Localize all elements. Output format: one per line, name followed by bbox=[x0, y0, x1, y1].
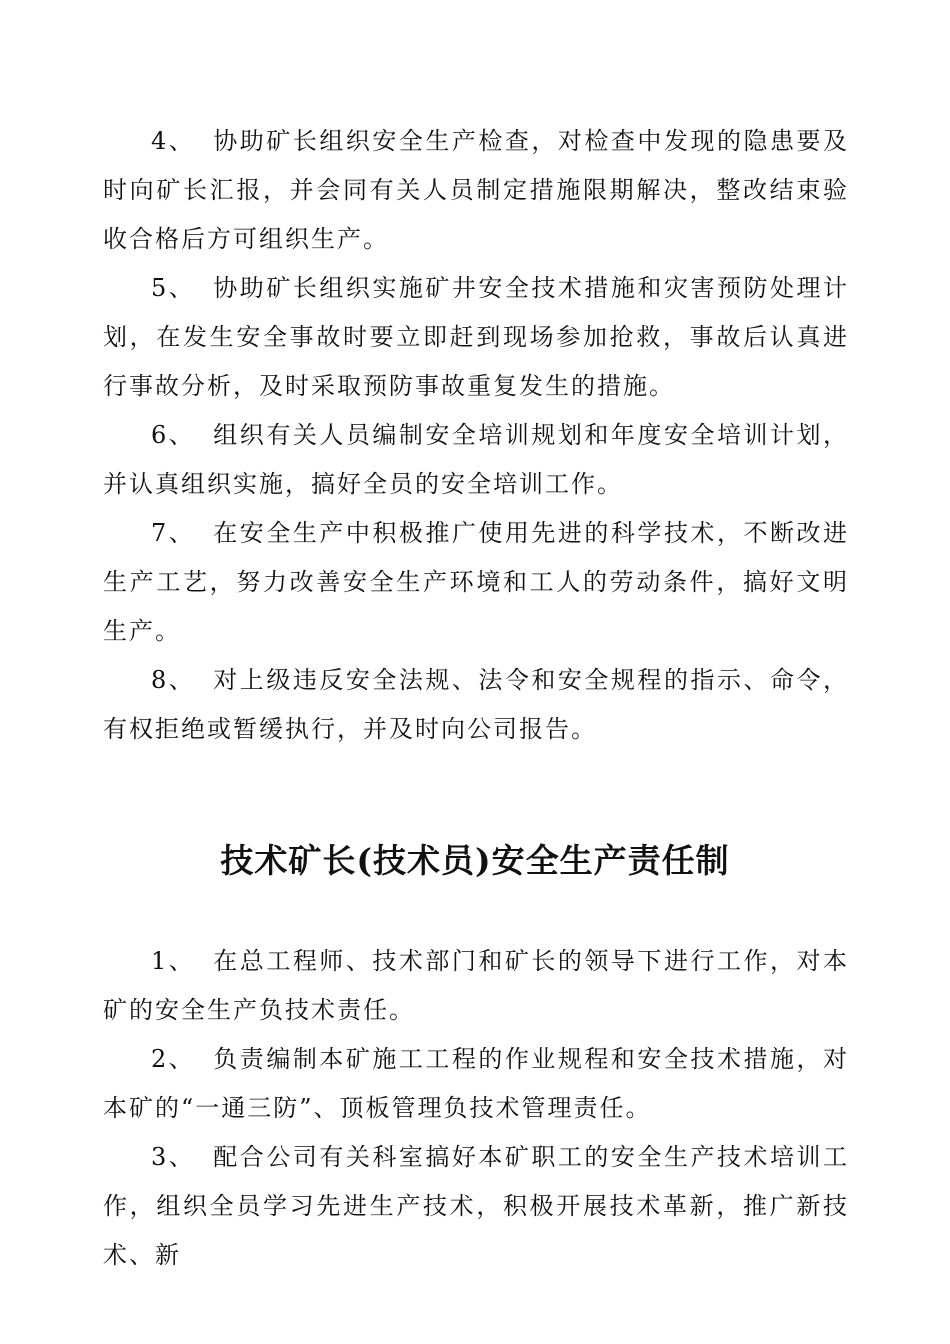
section-title: 技术矿长(技术员)安全生产责任制 bbox=[220, 841, 730, 880]
list-item bbox=[103, 1133, 849, 1280]
list-item bbox=[103, 509, 849, 656]
item-number: 4、 bbox=[151, 127, 196, 155]
item-text: 负责编制本矿施工工程的作业规程和安全技术措施，对本矿的“一通三防”、顶板管理负技术管理责任。 bbox=[103, 1045, 849, 1122]
responsibility-list bbox=[103, 937, 849, 1280]
list-item bbox=[103, 411, 849, 509]
list-item bbox=[103, 264, 849, 411]
list-item bbox=[103, 117, 849, 264]
item-number: 1、 bbox=[151, 947, 196, 975]
item-text: 配合公司有关科室搞好本矿职工的安全生产技术培训工作，组织全员学习先进生产技术，积极开展技术革新，推广新技术、新 bbox=[103, 1143, 849, 1269]
item-text: 协助矿长组织安全生产检查，对检查中发现的隐患要及时向矿长汇报，并会同有关人员制定措施限期解决，整改结束验收合格后方可组织生产。 bbox=[103, 127, 849, 253]
item-number: 2、 bbox=[151, 1045, 196, 1073]
item-number: 5、 bbox=[151, 274, 196, 302]
list-item bbox=[103, 656, 849, 754]
item-text: 协助矿长组织实施矿井安全技术措施和灾害预防处理计划，在发生安全事故时要立即赶到现场参加抢救，事故后认真进行事故分析，及时采取预防事故重复发生的措施。 bbox=[103, 274, 849, 400]
item-number: 8、 bbox=[151, 666, 196, 694]
item-text: 组织有关人员编制安全培训规划和年度安全培训计划，并认真组织实施，搞好全员的安全培训工作。 bbox=[103, 421, 849, 498]
responsibility-list-continued bbox=[103, 117, 849, 754]
item-text: 对上级违反安全法规、法令和安全规程的指示、命令，有权拒绝或暂缓执行，并及时向公司报告。 bbox=[103, 666, 849, 743]
item-number: 7、 bbox=[151, 519, 196, 547]
item-text: 在总工程师、技术部门和矿长的领导下进行工作，对本矿的安全生产负技术责任。 bbox=[103, 947, 849, 1024]
item-number: 3、 bbox=[151, 1143, 196, 1171]
list-item bbox=[103, 1035, 849, 1133]
item-number: 6、 bbox=[151, 421, 196, 449]
item-text: 在安全生产中积极推广使用先进的科学技术，不断改进生产工艺，努力改善安全生产环境和工人的劳动条件，搞好文明生产。 bbox=[103, 519, 849, 645]
list-item bbox=[103, 937, 849, 1035]
